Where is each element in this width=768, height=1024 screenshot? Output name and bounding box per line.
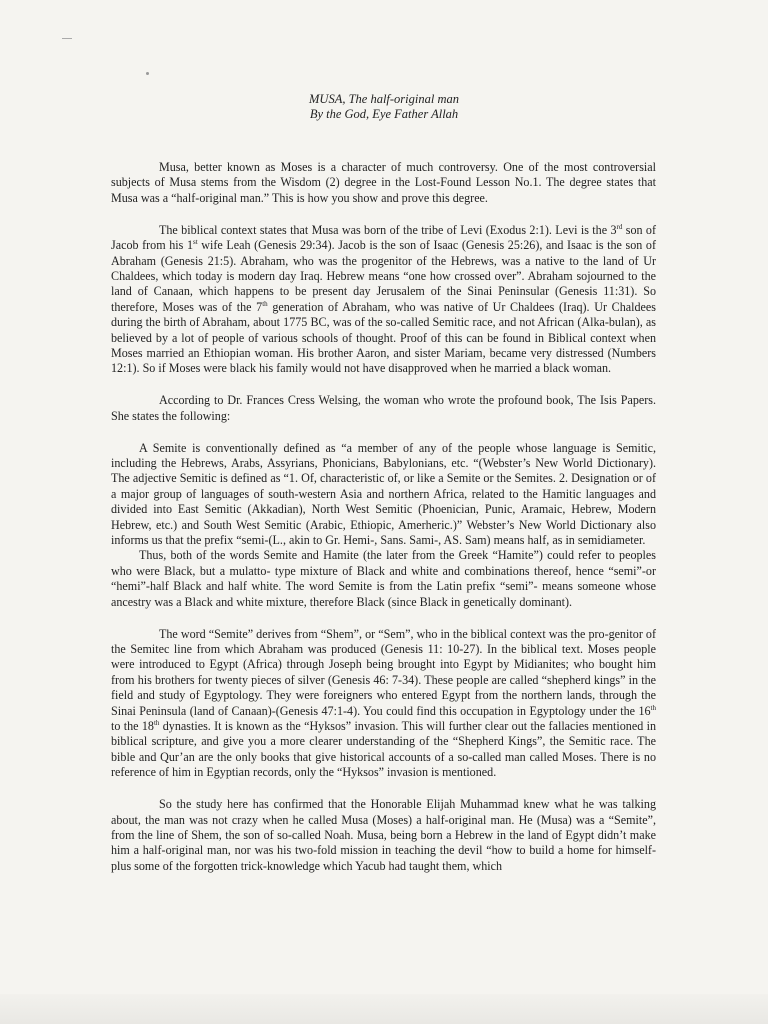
paragraph: The biblical context states that Musa was born of the tribe of Levi (Exodus 2:1). Levi is the 3rd son of Jacob from his 1st wife Leah (Genesis 29:34). Jacob is the son of Isaac (Genesis 25:26), and Isaac is the son of Abraham (Genesis 21:5). Abraham, who was the progenitor of the Hebrews, was a native to the land of Ur Chaldees, which today is modern day Iraq. Hebrew means “one how crossed over”. Abraham sojourned to the land of Canaan, which happens to be present day Jerusalem of the Sinai Peninsular (Genesis 11:31). So therefore, Moses was of the 7th generation of Abraham, who was native of Ur Chaldees (Iraq). Ur Chaldees during the birth of Abraham, about 1775 BC, was of the so-called Semitic race, and not African (Alka-bulan), as believed by a lot of people of various schools of thought. Proof of this can be found in Biblical context when Moses married an Ethiopian woman. His brother Aaron, and sister Mariam, became very distressed (Numbers 12:1). So if Moses were black his family would not have disapproved when he married a black woman. [111,222,656,376]
paragraph: According to Dr. Frances Cress Welsing, the woman who wrote the profound book, The Isis Papers. She states the following: [111,393,656,423]
title-block [0,92,768,122]
scan-speck [146,72,149,75]
page-title: MUSA, The half-original man [309,92,459,106]
document-body [111,160,656,874]
page-bottom-edge [0,994,768,1024]
paragraph: Musa, better known as Moses is a character of much controversy. One of the most controversial subjects of Musa stems from the Wisdom (2) degree in the Lost-Found Lesson No.1. The degree states that Musa was a “half-original man.” This is how you show and prove this degree. [111,160,656,205]
page-subtitle: By the God, Eye Father Allah [309,107,459,121]
paragraph: A Semite is conventionally defined as “a member of any of the people whose language is Semitic, including the Hebrews, Arabs, Assyrians, Phonicians, Babylonians, etc. “(Webster’s New World Dictionary). The adjective Semitic is defined as “1. Of, characteristic of, or like a Semite or the Semites. 2. Designation or of a major group of languages of south-western Asia and northern Africa, related to the Hamitic languages and divided into East Semitic (Akkadian), North West Semitic (Phoenician, Punic, Aramaic, Hebrew, Modern Hebrew, etc.) and South West Semitic (Arabic, Ethiopic, Amerheric.)” Webster’s New World Dictionary also informs us that the prefix “semi-(L., akin to Gr. Hemi-, Sans. Sami-, AS. Sam) means half, as in semidiameter. [111,440,656,548]
paragraph: The word “Semite” derives from “Shem”, or “Sem”, who in the biblical context was the pro-genitor of the Semitec line from which Abraham was produced (Genesis 11: 10-27). In the biblical text. Moses people were introduced to Egypt (Africa) through Joseph being brought into Egypt by Midianites; who bought him from his brothers for twenty pieces of silver (Genesis 46: 7-34). These people are called “shepherd kings” in the field and study of Egyptology. They were foreigners who entered Egypt from the northern lands, through the Sinai Peninsula (land of Canaan)-(Genesis 47:1-4). You could find this occupation in Egyptology under the 16th to the 18th dynasties. It is known as the “Hyksos” invasion. This will further clear out the fallacies mentioned in biblical scripture, and give you a more clearer understanding of the “Shepherd Kings”, the Semitic race. The bible and Qur’an are the only books that give historical accounts of a so-called man called Moses. There is no reference of him in Egyptian records, only the “Hyksos” invasion is mentioned. [111,626,656,780]
paragraph: Thus, both of the words Semite and Hamite (the later from the Greek “Hamite”) could refer to peoples who were Black, but a mulatto- type mixture of Black and white and combinations thereof, hence “semi”-or “hemi”-half Black and half white. The word Semite is from the Latin prefix “semi”- means someone whose ancestry was a Black and white mixture, therefore Black (since Black in genetically dominant). [111,548,656,609]
scan-speck [62,38,72,39]
paragraph: So the study here has confirmed that the Honorable Elijah Muhammad knew what he was talking about, the man was not crazy when he called Musa (Moses) a half-original man. He (Musa) was a “Semite”, from the line of Shem, the son of so-called Noah. Musa, being born a Hebrew in the land of Egypt didn’t make him a half-original man, nor was his two-fold mission in teaching the devil “how to build a home for himself-plus some of the forgotten trick-knowledge which Yacub had taught them, which [111,797,656,873]
